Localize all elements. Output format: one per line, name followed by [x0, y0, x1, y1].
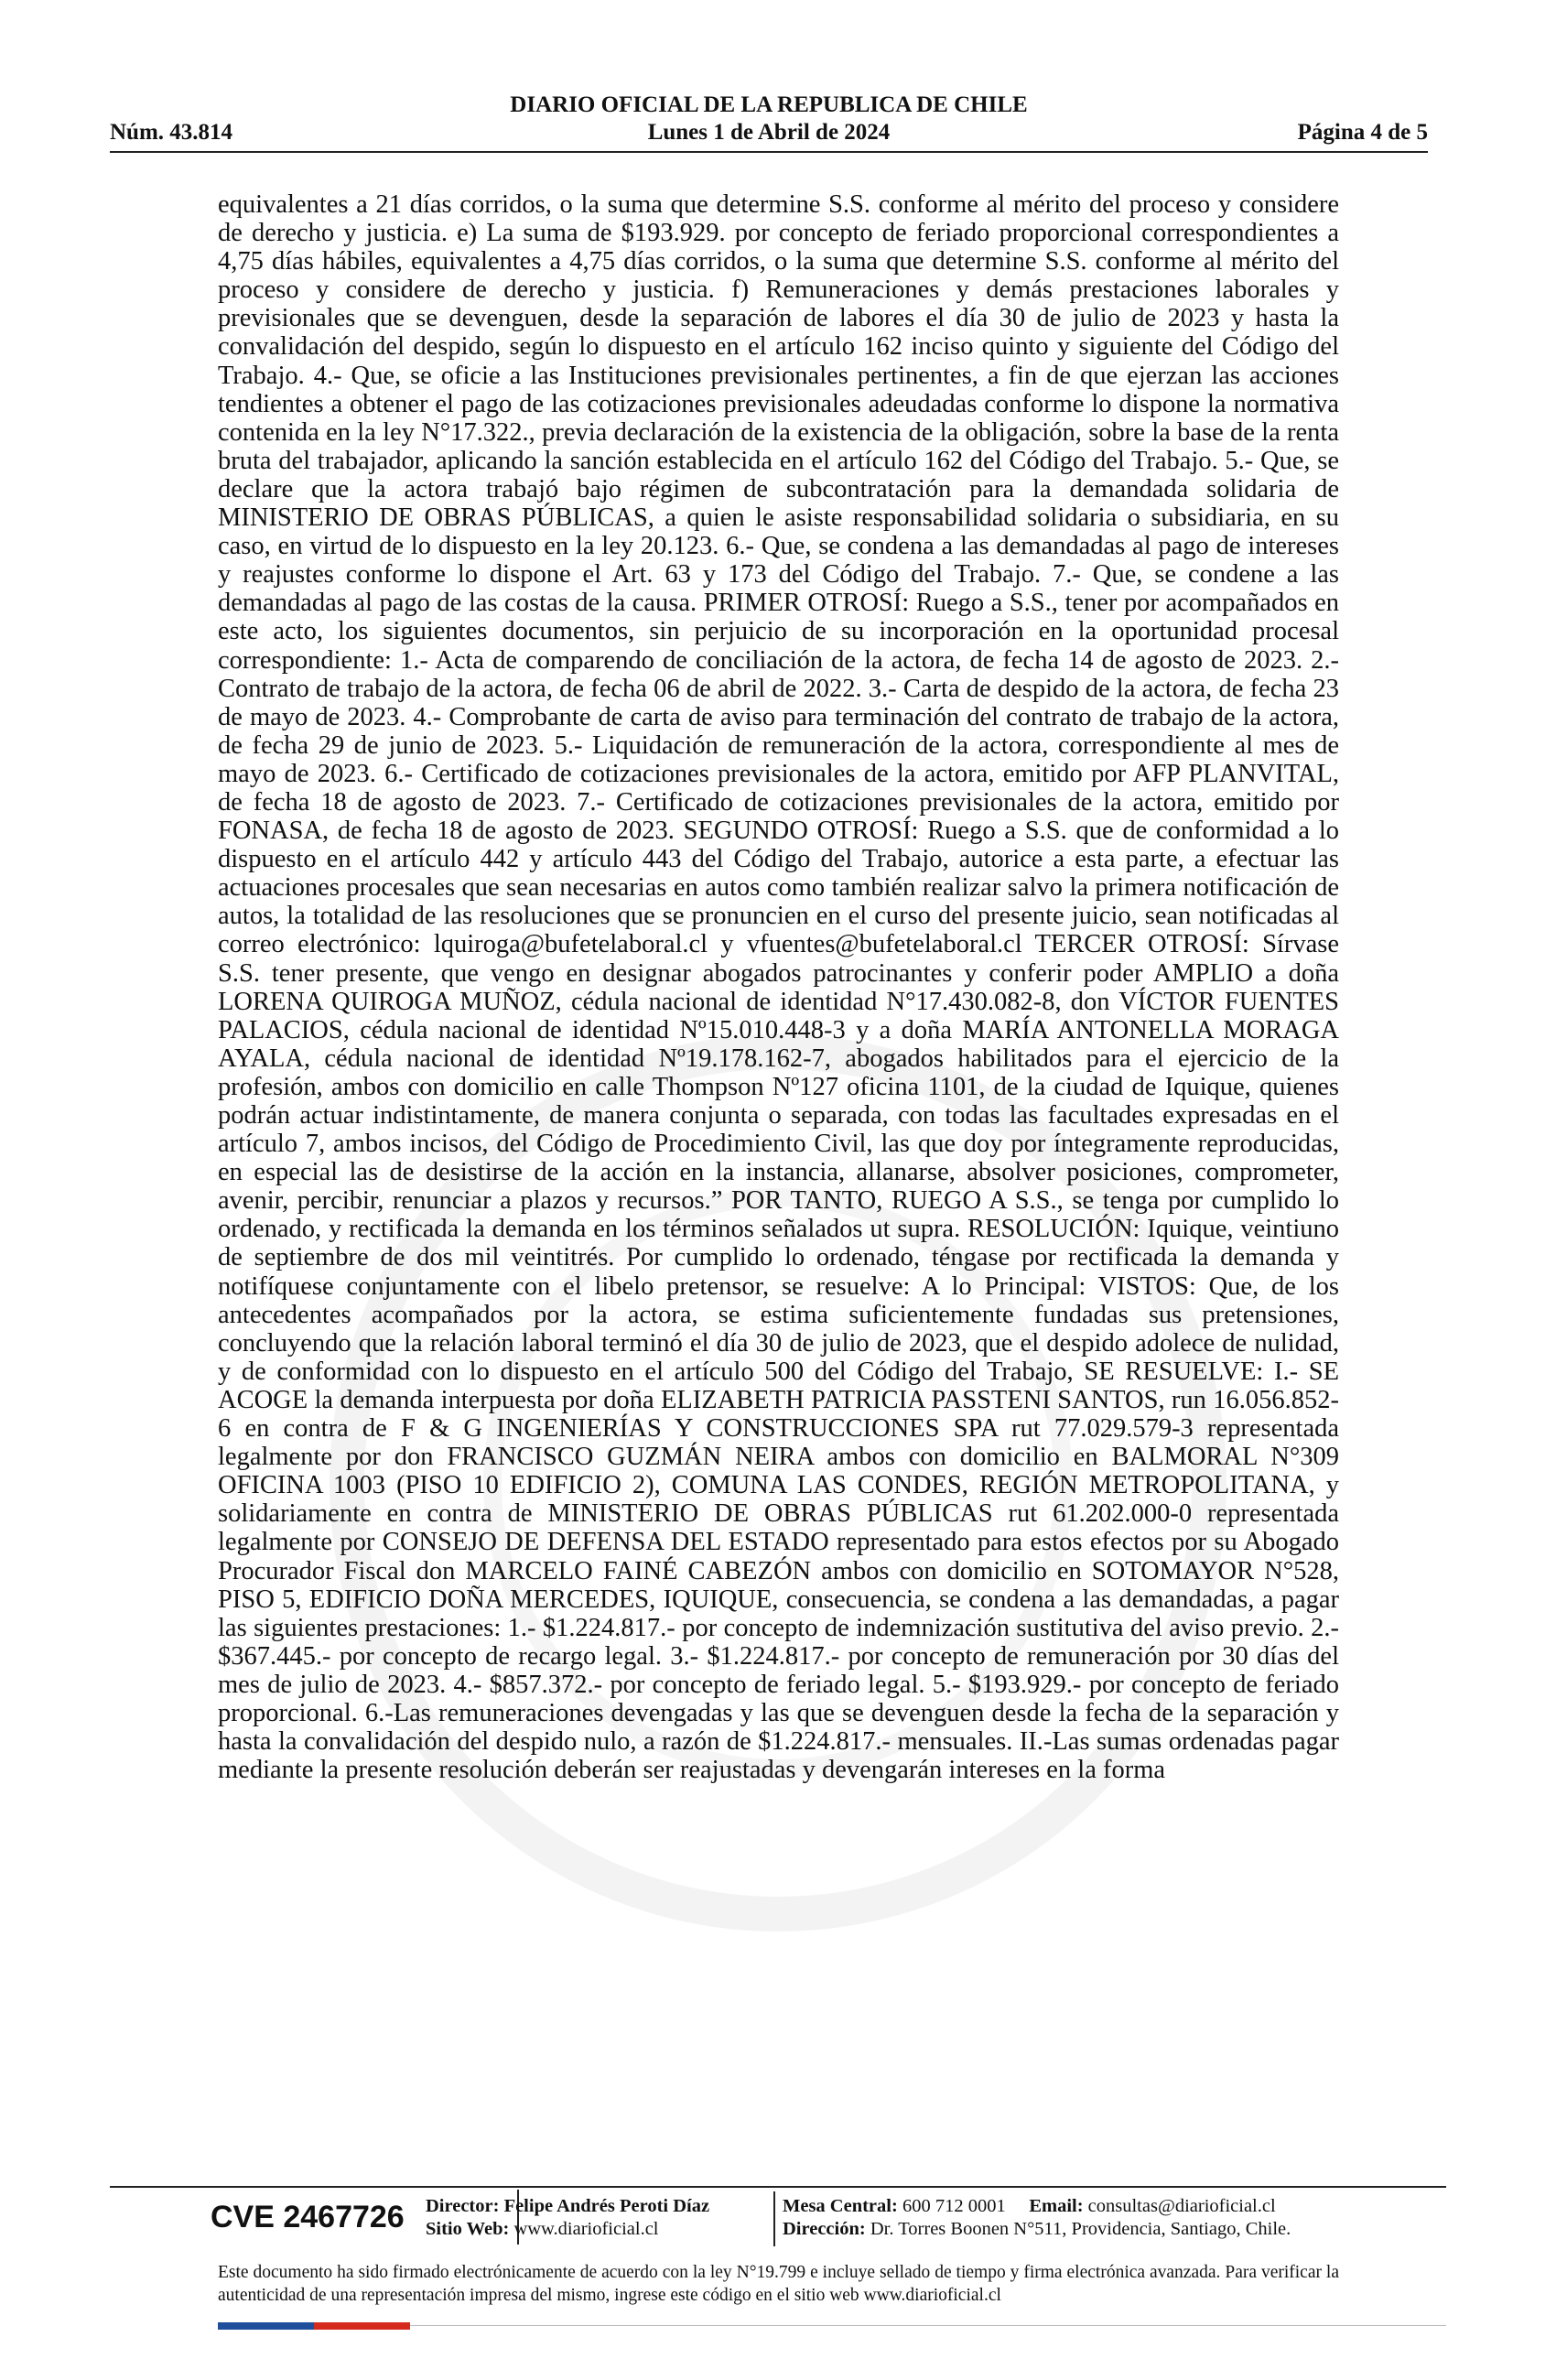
email-label: Email:	[1029, 2196, 1084, 2216]
flag-blue-segment	[218, 2322, 314, 2330]
address-text: Dr. Torres Boonen N°511, Providencia, Santiago, Chile.	[870, 2219, 1291, 2239]
phone-number: 600 712 0001	[902, 2196, 1006, 2216]
phone-label: Mesa Central:	[783, 2196, 898, 2216]
flag-red-segment	[314, 2322, 410, 2330]
signature-notice: Este documento ha sido firmado electrónicamente de acuerdo con la ley N°19.799 e incluye sellado de tiempo y firma electrónica avanzada. Para verificar la autenticidad de una representación impresa del mismo, ingrese este código en el sitio web www.diarioficial.cl	[218, 2263, 1339, 2305]
contact-line	[783, 2195, 1442, 2218]
page-footer	[110, 2190, 1446, 2254]
website-link[interactable]: www.diarioficial.cl	[513, 2219, 659, 2239]
chile-flag-stripe	[218, 2322, 410, 2330]
footer-divider	[110, 2186, 1446, 2188]
footer-contact-column	[783, 2195, 1442, 2241]
issue-date: Lunes 1 de Abril de 2024	[647, 120, 891, 145]
issue-number: Núm. 43.814	[110, 120, 233, 145]
cve-code: CVE 2467726	[211, 2190, 519, 2245]
publication-title: DIARIO OFICIAL DE LA REPUBLICA DE CHILE	[510, 92, 1028, 117]
website-line	[426, 2218, 773, 2241]
address-label: Dirección:	[783, 2219, 866, 2239]
document-body: equivalentes a 21 días corridos, o la suma que determine S.S. conforme al mérito del proceso y considere de derecho y justicia. e) La suma de $193.929. por concepto de feriado proporcional correspondientes a 4,75 días hábiles, equivalentes a 4,75 días corridos, o la suma que determine S.S. conforme al mérito del proceso y considere de derecho y justicia. f) Remuneraciones y demás prestaciones laborales y previsionales que se devenguen, desde la separación de labores el día 30 de julio de 2023 y hasta la convalidación del despido, según lo dispuesto en el artículo 162 inciso quinto y siguiente del Código del Trabajo. 4.- Que, se oficie a las Instituciones previsionales pertinentes, a fin de que ejerzan las acciones tendientes a obtener el pago de las cotizaciones previsionales adeudadas conforme lo dispone la normativa contenida en la ley N°17.322., previa declaración de la existencia de la obligación, sobre la base de la renta bruta del trabajador, aplicando la sanción establecida en el artículo 162 del Código del Trabajo. 5.- Que, se declare que la actora trabajó bajo régimen de subcontratación para la demandada solidaria de MINISTERIO DE OBRAS PÚBLICAS, a quien le asiste responsabilidad solidaria o subsidiaria, en su caso, en virtud de lo dispuesto en la ley 20.123. 6.- Que, se condena a las demandadas al pago de intereses y reajustes conforme lo dispone el Art. 63 y 173 del Código del Trabajo. 7.- Que, se condene a las demandadas al pago de las costas de la causa. PRIMER OTROSÍ: Ruego a S.S., tener por acompañados en este acto, los siguientes documentos, sin perjuicio de su incorporación en la oportunidad procesal correspondiente: 1.- Acta de comparendo de conciliación de la actora, de fecha 14 de agosto de 2023. 2.- Contrato de trabajo de la actora, de fecha 06 de abril de 2022. 3.- Carta de despido de la actora, de fecha 23 de mayo de 2023. 4.- Comprobante de carta de aviso para terminación del contrato de trabajo de la actora, de fecha 29 de junio de 2023. 5.- Liquidación de remuneración de la actora, correspondiente al mes de mayo de 2023. 6.- Certificado de cotizaciones previsionales de la actora, emitido por AFP PLANVITAL, de fecha 18 de agosto de 2023. 7.- Certificado de cotizaciones previsionales de la actora, emitido por FONASA, de fecha 18 de agosto de 2023. SEGUNDO OTROSÍ: Ruego a S.S. que de conformidad a lo dispuesto en el artículo 442 y artículo 443 del Código del Trabajo, autorice a esta parte, a efectuar las actuaciones procesales que sean necesarias en autos como también realizar salvo la primera notificación de autos, la totalidad de las resoluciones que se pronuncien en el curso del presente juicio, sean notificadas al correo electrónico: lquiroga@bufetelaboral.cl y vfuentes@bufetelaboral.cl TERCER OTROSÍ: Sírvase S.S. tener presente, que vengo en designar abogados patrocinantes y conferir poder AMPLIO a doña LORENA QUIROGA MUÑOZ, cédula nacional de identidad N°17.430.082-8, don VÍCTOR FUENTES PALACIOS, cédula nacional de identidad Nº15.010.448-3 y a doña MARÍA ANTONELLA MORAGA AYALA, cédula nacional de identidad Nº19.178.162-7, abogados habilitados para el ejercicio de la profesión, ambos con domicilio en calle Thompson Nº127 oficina 1101, de la ciudad de Iquique, quienes podrán actuar indistintamente, de manera conjunta o separada, con todas las facultades expresadas en el artículo 7, ambos incisos, del Código de Procedimiento Civil, las que doy por íntegramente reproducidas, en especial las de desistirse de la acción en la instancia, allanarse, absolver posiciones, comprometer, avenir, percibir, renunciar a plazos y recursos.” POR TANTO, RUEGO A S.S., se tenga por cumplido lo ordenado, y rectificada la demanda en los términos señalados ut supra. RESOLUCIÓN: Iquique, veintiuno de septiembre de dos mil veintitrés. Por cumplido lo ordenado, téngase por rectificada la demanda y notifíquese conjuntamente con el libelo pretensor, se resuelve: A lo Principal: VISTOS: Que, de los antecedentes acompañados por la actora, se estima suficientemente fundadas sus pretensiones, concluyendo que la relación laboral terminó el día 30 de julio de 2023, que el despido adolece de nulidad, y de conformidad con lo dispuesto en el artículo 500 del Código del Trabajo, SE RESUELVE: I.- SE ACOGE la demanda interpuesta por doña ELIZABETH PATRICIA PASSTENI SANTOS, run 16.056.852-6 en contra de F & G INGENIERÍAS Y CONSTRUCCIONES SPA rut 77.029.579-3 representada legalmente por don FRANCISCO GUZMÁN NEIRA ambos con domicilio en BALMORAL N°309 OFICINA 1003 (PISO 10 EDIFICIO 2), COMUNA LAS CONDES, REGIÓN METROPOLITANA, y solidariamente en contra de MINISTERIO DE OBRAS PÚBLICAS rut 61.202.000-0 representada legalmente por CONSEJO DE DEFENSA DEL ESTADO representado para estos efectos por su Abogado Procurador Fiscal don MARCELO FAINÉ CABEZÓN ambos con domicilio en SOTOMAYOR N°528, PISO 5, EDIFICIO DOÑA MERCEDES, IQUIQUE, consecuencia, se condena a las demandadas, a pagar las siguientes prestaciones: 1.- $1.224.817.- por concepto de indemnización sustitutiva del aviso previo. 2.- $367.445.- por concepto de recargo legal. 3.- $1.224.817.- por concepto de remuneración por 30 días del mes de julio de 2023. 4.- $857.372.- por concepto de feriado legal. 5.- $193.929.- por concepto de feriado proporcional. 6.-Las remuneraciones devengadas y las que se devenguen desde la fecha de la separación y hasta la convalidación del despido nulo, a razón de $1.224.817.- mensuales. II.-Las sumas ordenadas pagar mediante la presente resolución deberán ser reajustadas y devengarán intereses en la forma	[218, 190, 1339, 1785]
email-link[interactable]: consultas@diarioficial.cl	[1087, 2196, 1276, 2216]
address-line	[783, 2218, 1442, 2241]
page-header	[110, 92, 1428, 146]
director-label: Director:	[426, 2196, 500, 2216]
header-row	[110, 119, 1428, 146]
page-indicator: Página 4 de 5	[1297, 120, 1428, 145]
header-divider	[110, 151, 1428, 153]
director-name: Felipe Andrés Peroti Díaz	[503, 2196, 710, 2216]
footer-director-column	[426, 2191, 775, 2246]
website-label: Sitio Web:	[426, 2219, 510, 2239]
director-line	[426, 2195, 773, 2218]
footer-thin-rule	[410, 2325, 1446, 2326]
